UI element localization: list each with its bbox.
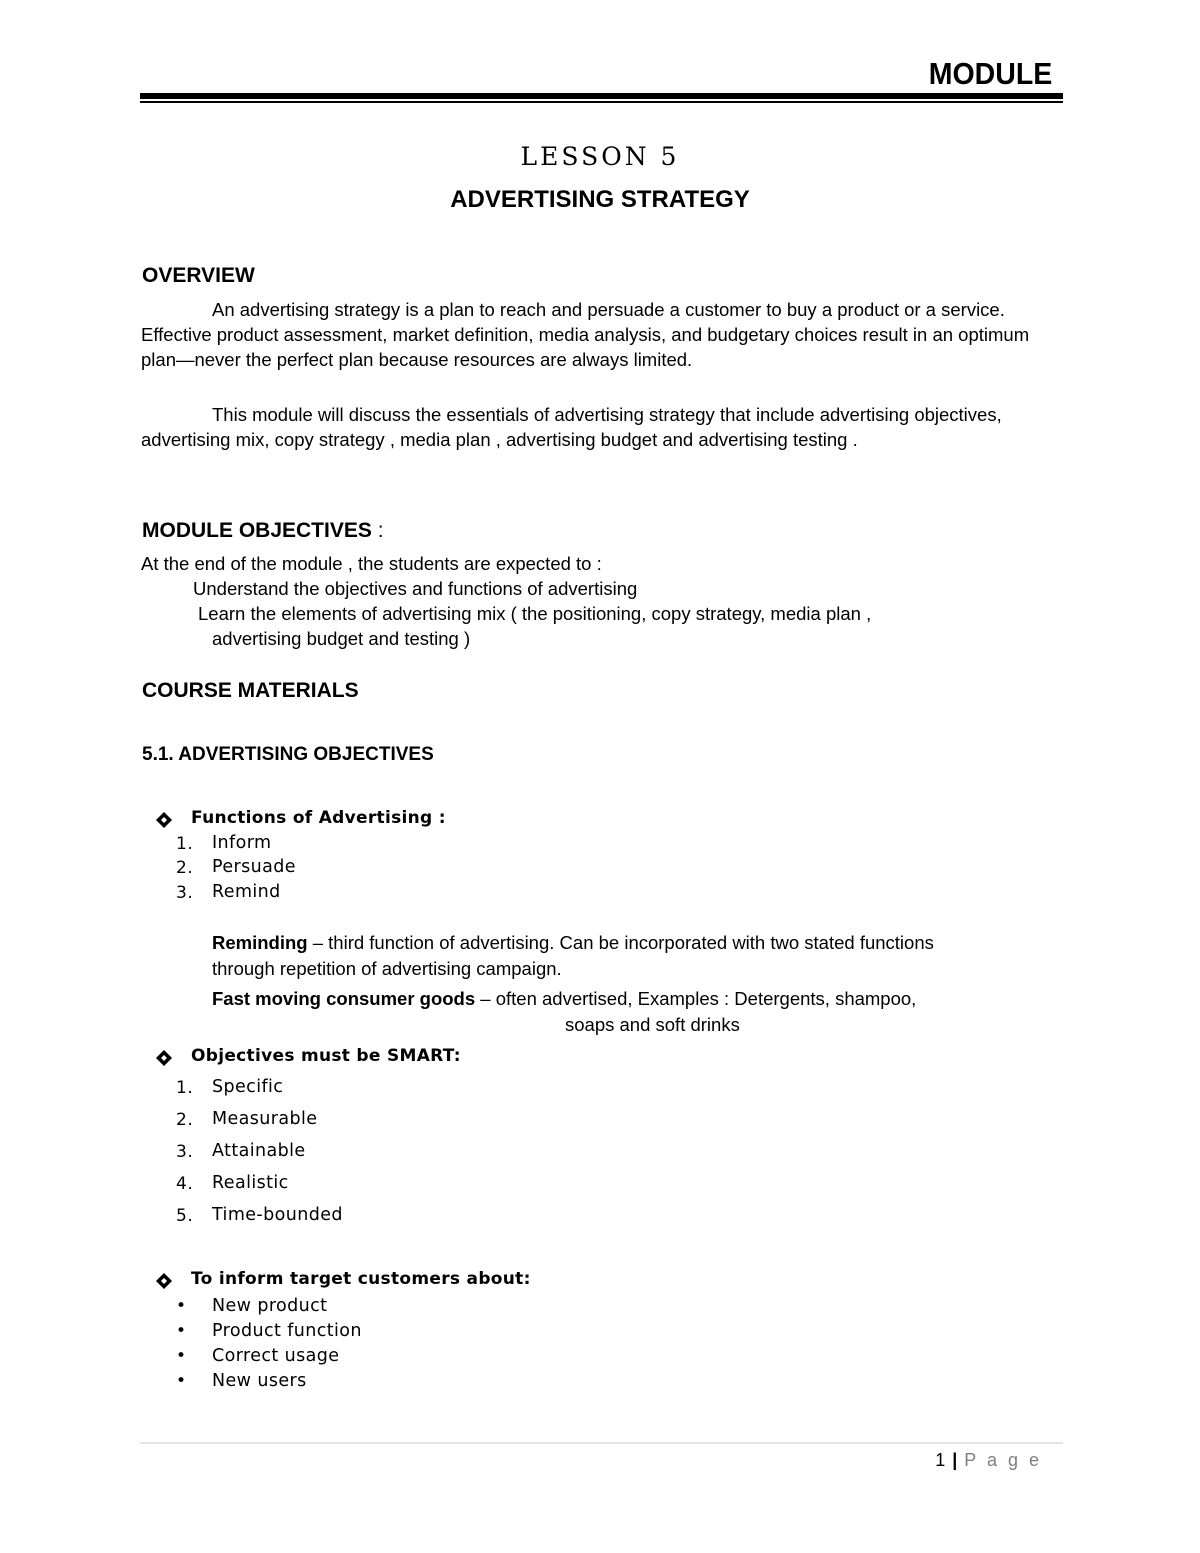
objectives-intro: At the end of the module , the students are expected to : (141, 553, 602, 574)
fmcg-definition-continued: soaps and soft drinks (565, 1014, 740, 1035)
inform-heading: To inform target customers about: (191, 1269, 531, 1289)
objective-item-continued: advertising budget and testing ) (212, 628, 471, 649)
diamond-bullet-icon (156, 1273, 172, 1289)
function-item: Persuade (212, 857, 296, 877)
list-number: 2. (176, 1110, 194, 1130)
smart-item: Realistic (212, 1173, 289, 1193)
objectives-heading: MODULE OBJECTIVES : (142, 519, 384, 542)
functions-heading: Functions of Advertising : (191, 808, 446, 828)
overview-heading: OVERVIEW (142, 264, 255, 287)
smart-item: Measurable (212, 1109, 318, 1129)
header-rule (140, 93, 1063, 99)
bullet-dot: • (176, 1371, 187, 1391)
bullet-dot: • (176, 1346, 187, 1366)
footer-rule (140, 1442, 1063, 1444)
list-number: 4. (176, 1174, 194, 1194)
list-number: 3. (176, 1142, 194, 1162)
fmcg-definition: Fast moving consumer goods – often advertised, Examples : Detergents, shampoo, (212, 988, 917, 1009)
function-item: Remind (212, 882, 281, 902)
smart-item: Attainable (212, 1141, 306, 1161)
function-item: Inform (212, 833, 272, 853)
diamond-bullet-icon (156, 812, 172, 828)
page-footer: 1 | P a g e (935, 1450, 1042, 1470)
list-number: 5. (176, 1206, 194, 1226)
header-rule-thin (140, 101, 1063, 103)
objective-item: Learn the elements of advertising mix ( the positioning, copy strategy, media plan , (198, 603, 872, 624)
list-number: 1. (176, 834, 194, 854)
inform-item: New product (212, 1296, 328, 1316)
list-number: 1. (176, 1078, 194, 1098)
reminding-definition-continued: through repetition of advertising campaign. (212, 958, 562, 979)
inform-item: Product function (212, 1321, 362, 1341)
smart-item: Time-bounded (212, 1205, 343, 1225)
overview-paragraph-1: An advertising strategy is a plan to reach and persuade a customer to buy a product or a service. Effective product assessment, market definition, media analysis, and budgetary choices result in an optimum plan—never the perfect plan because resources are always limited. (141, 299, 1030, 370)
bullet-dot: • (176, 1321, 187, 1341)
reminding-definition: Reminding – third function of advertising. Can be incorporated with two stated functions (212, 932, 934, 953)
bullet-dot: • (176, 1296, 187, 1316)
list-number: 3. (176, 883, 194, 903)
list-number: 2. (176, 858, 194, 878)
course-materials-heading: COURSE MATERIALS (142, 679, 359, 702)
overview-paragraph-2: This module will discuss the essentials of advertising strategy that include advertising objectives, advertising mix, copy strategy , media plan , advertising budget and advertising testing . (141, 404, 1002, 450)
smart-item: Specific (212, 1077, 284, 1097)
lesson-number: LESSON 5 (520, 142, 680, 171)
module-header-title: MODULE (928, 56, 1052, 91)
smart-heading: Objectives must be SMART: (191, 1046, 461, 1066)
objective-item: Understand the objectives and functions of advertising (193, 578, 638, 599)
inform-item: New users (212, 1371, 307, 1391)
inform-item: Correct usage (212, 1346, 340, 1366)
diamond-bullet-icon (156, 1050, 172, 1066)
section-heading: 5.1. ADVERTISING OBJECTIVES (142, 744, 434, 765)
lesson-title: ADVERTISING STRATEGY (450, 186, 750, 213)
